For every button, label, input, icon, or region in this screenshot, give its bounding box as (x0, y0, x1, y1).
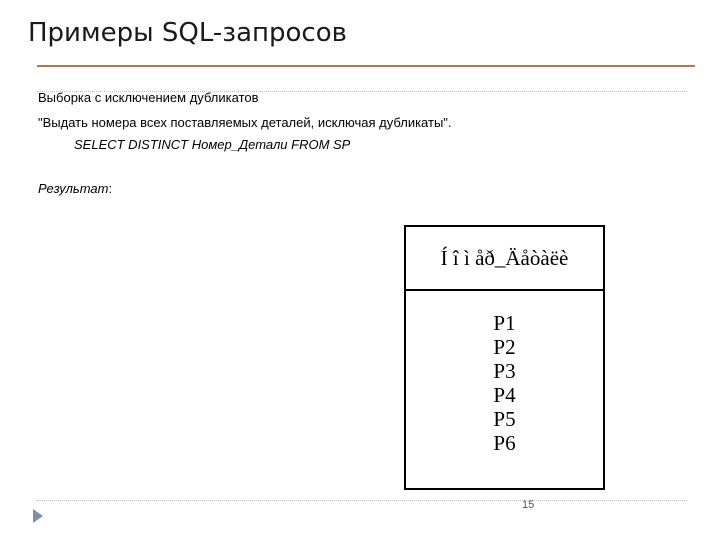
paragraph-task: "Выдать номера всех поставляемых деталей, исключая дубликаты". (38, 115, 452, 130)
result-row-6: P6 (493, 431, 516, 455)
result-label (38, 181, 112, 196)
result-row-3: P3 (493, 359, 516, 383)
page-number: 15 (522, 499, 535, 511)
result-label-text: Результат (38, 181, 109, 196)
dotted-separator-bottom (37, 500, 687, 501)
title-divider (37, 65, 695, 67)
triangle-right-icon (33, 509, 43, 523)
result-row-1: P1 (493, 311, 516, 335)
result-table (404, 225, 605, 490)
sql-query: SELECT DISTINCT Номер_Детали FROM SP (74, 137, 351, 152)
result-label-colon: : (108, 181, 113, 196)
result-row-4: P4 (493, 383, 516, 407)
paragraph-heading: Выборка с исключением дубликатов (38, 90, 259, 105)
result-row-5: P5 (493, 407, 516, 431)
result-table-body (406, 291, 603, 455)
result-table-header: Í î ì åð_Äåòàëè (406, 227, 603, 291)
result-row-2: P2 (493, 335, 516, 359)
slide-title: Примеры SQL-запросов (28, 18, 347, 48)
